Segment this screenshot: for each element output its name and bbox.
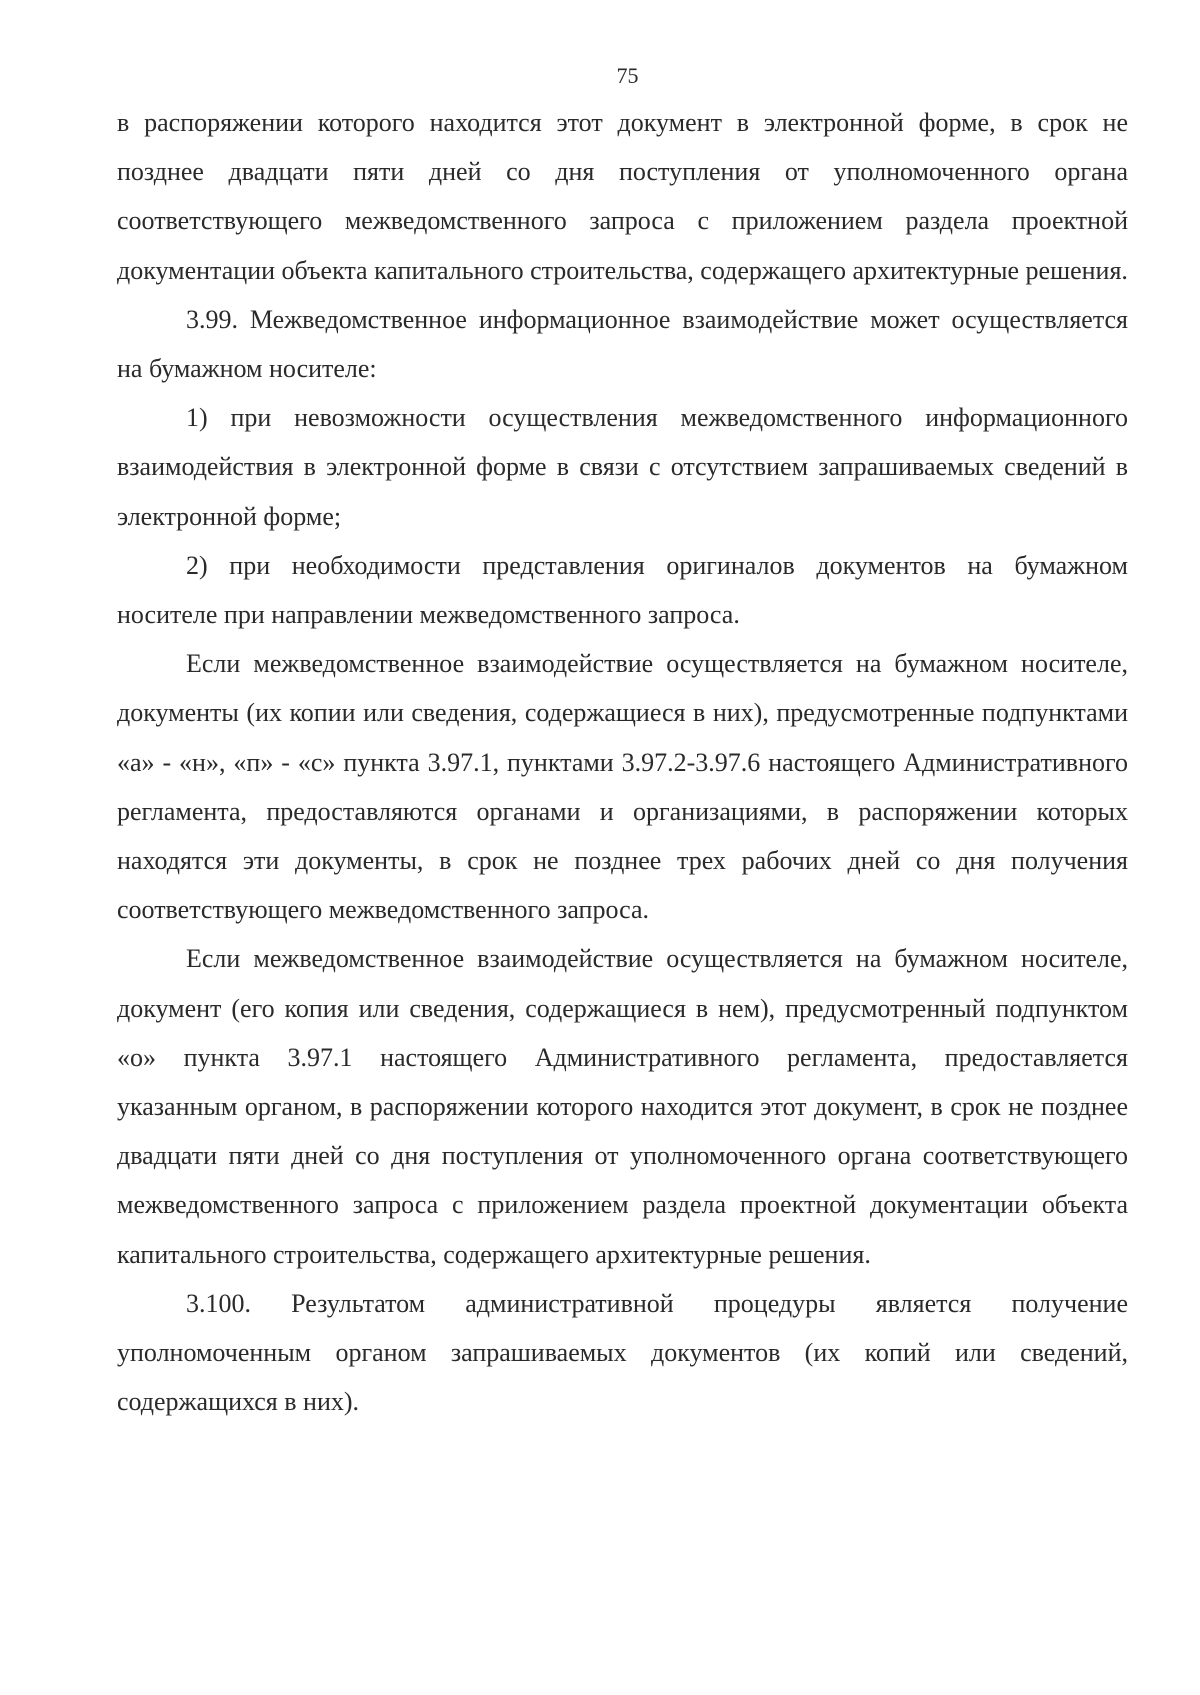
paragraph-3-99: 3.99. Межведомственное информационное взаимодействие может осуществляется на бумажном носителе:: [117, 304, 1128, 384]
page-number: 75: [616, 63, 639, 88]
paragraph-paper-exchange-document-o: Если межведомственное взаимодействие осуществляется на бумажном носителе, документ (его копия или сведения, содержащиеся в нем), предусмотренный подпунктом «о» пункта 3.97.1 настоящего Административного регламента, предоставляется указанным органом, в распоряжении которого находится этот документ, в срок не позднее двадцати пяти дней со дня поступления от уполномоченного органа соответствующего межведомственного запроса с приложением раздела проектной документации объекта капитального строительства, содержащего архитектурные решения.: [117, 944, 1128, 1269]
paragraph-paper-exchange-documents: Если межведомственное взаимодействие осуществляется на бумажном носителе, документы (их копии или сведения, содержащиеся в них), предусмотренные подпунктами «а» - «н», «п» - «с» пункта 3.97.1, пунктами 3.97.2-3.97.6 настоящего Административного регламента, предоставляются органами и организациями, в распоряжении которых находятся эти документы, в срок не позднее трех рабочих дней со дня получения соответствующего межведомственного запроса.: [117, 649, 1128, 925]
list-item-2: 2) при необходимости представления оригиналов документов на бумажном носителе при направлении межведомственного запроса.: [117, 550, 1128, 630]
paragraph-continuation: в распоряжении которого находится этот документ в электронной форме, в срок не позднее двадцати пяти дней со дня поступления от уполномоченного органа соответствующего межведомственного запроса с приложением раздела проектной документации объекта капитального строительства, содержащего архитектурные решения.: [117, 108, 1128, 285]
paragraph-3-100: 3.100. Результатом административной процедуры является получение уполномоченным органом запрашиваемых документов (их копий или сведений, содержащихся в них).: [117, 1288, 1128, 1417]
list-item-1: 1) при невозможности осуществления межведомственного информационного взаимодействия в электронной форме в связи с отсутствием запрашиваемых сведений в электронной форме;: [117, 403, 1128, 531]
